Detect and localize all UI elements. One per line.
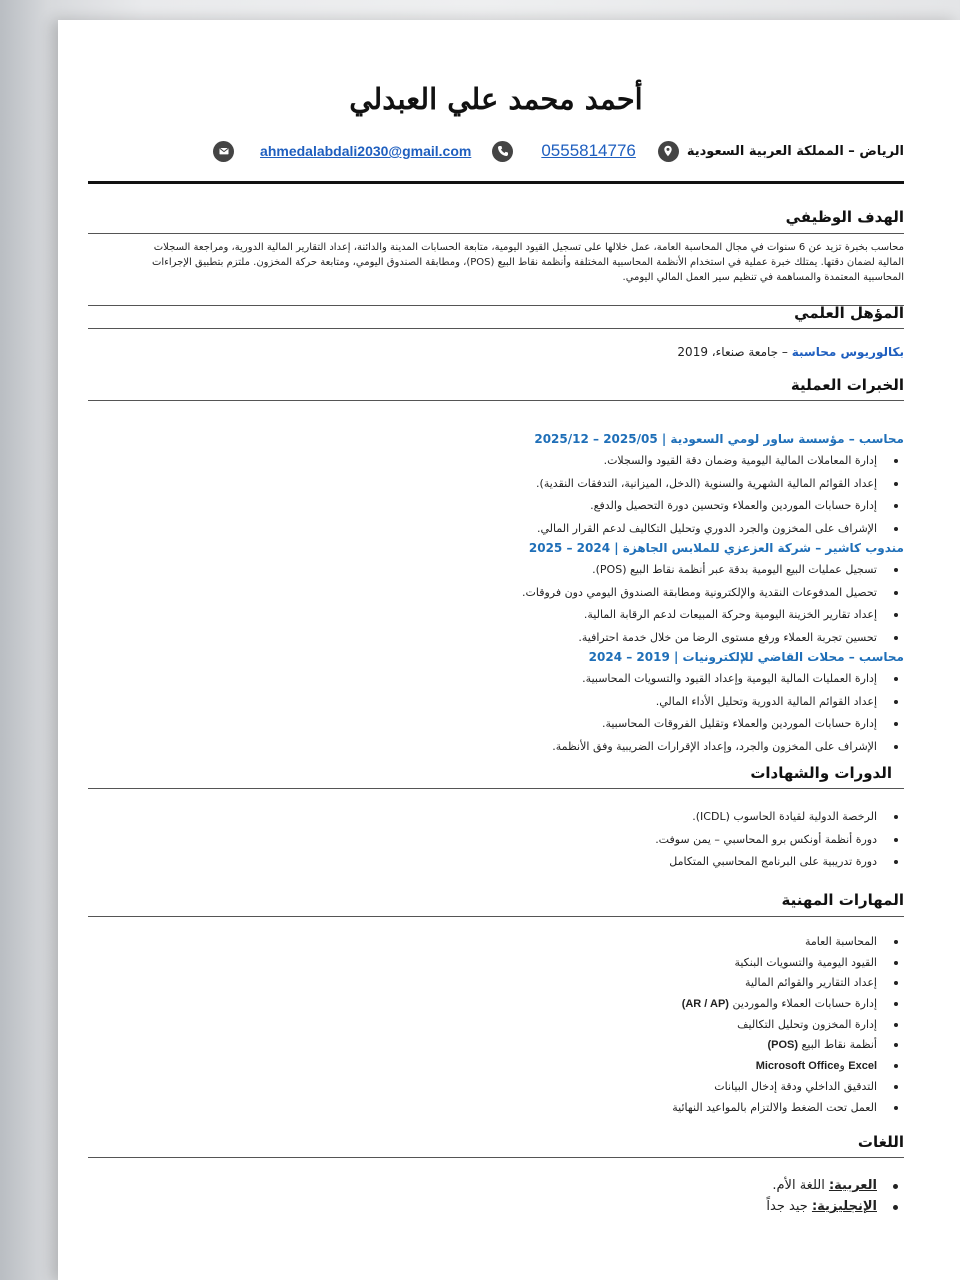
- experience-divider: [88, 400, 904, 401]
- resume-page: [58, 20, 960, 1280]
- list-item: [88, 1197, 904, 1218]
- skill-office: Microsoft Office: [755, 1060, 840, 1073]
- languages-heading: اللغات: [857, 1133, 904, 1151]
- job-title: محاسب – مؤسسة ساور لومي السعودية | 2025/05 – 2025/12: [534, 432, 904, 446]
- skill-text: إدارة حسابات العملاء والموردين: [732, 997, 877, 1011]
- envelope-icon: [213, 141, 234, 162]
- list-item: إعداد تقارير الخزينة اليومية وحركة المبيعات لدعم الرقابة المالية.: [88, 605, 904, 628]
- list-item: الإشراف على المخزون والجرد الدوري وتحليل التكاليف لدعم القرار المالي.: [88, 519, 904, 542]
- language-name: العربية:: [828, 1178, 877, 1193]
- list-item: التدقيق الداخلي ودقة إدخال البيانات: [88, 1077, 904, 1098]
- education-heading: المؤهل العلمي: [794, 304, 904, 322]
- objective-heading: الهدف الوظيفي: [785, 208, 904, 226]
- list-item: [88, 1056, 904, 1077]
- education-top-divider: [88, 305, 904, 306]
- phone-link[interactable]: 0555814776: [541, 141, 636, 160]
- list-item: تحصيل المدفوعات النقدية والإلكترونية ومطابقة الصندوق اليومي دون فروقات.: [88, 583, 904, 606]
- list-item: إعداد القوائم المالية الشهرية والسنوية (الدخل، الميزانية، التدفقات النقدية).: [88, 474, 904, 497]
- languages-list: [88, 1176, 904, 1218]
- list-item: [88, 1176, 904, 1197]
- job-bullets: [88, 451, 904, 541]
- list-item: [88, 1035, 904, 1056]
- education-divider: [88, 328, 904, 329]
- job-bullets: [88, 560, 904, 650]
- courses-divider: [88, 788, 904, 789]
- objective-line: محاسب بخبرة تزيد عن 6 سنوات في مجال المحاسبة العامة، عمل خلالها على تسجيل القيود اليومية، متابعة الحسابات المدينة والدائنة، إعداد التقارير المالية الدورية، ومراجعة السجلات: [153, 242, 904, 253]
- list-item: إعداد القوائم المالية الدورية وتحليل الأداء المالي.: [88, 692, 904, 715]
- experience-heading: الخبرات العملية: [790, 376, 904, 394]
- phone-icon: [492, 141, 513, 162]
- list-item: [88, 994, 904, 1015]
- list-item: إعداد التقارير والقوائم المالية: [88, 973, 904, 994]
- objective-text: [88, 240, 904, 285]
- degree-details: – جامعة صنعاء، 2019: [677, 345, 792, 359]
- objective-divider: [88, 233, 904, 234]
- list-item: الإشراف على المخزون والجرد، وإعداد الإقرارات الضريبية وفق الأنظمة.: [88, 737, 904, 760]
- skills-divider: [88, 916, 904, 917]
- list-item: الرخصة الدولية لقيادة الحاسوب (ICDL).: [88, 807, 904, 830]
- objective-line: المالية لضمان دقتها. يمتلك خبرة عملية في استخدام الأنظمة المحاسبية المختلفة وأنظمة نقاط البيع (POS)، ومطابقة الصندوق اليومي، ومتابعة حركة المخزون. ملتزم بتطبيق الإجراءات: [151, 257, 904, 268]
- language-level: جيد جداً: [766, 1199, 812, 1214]
- email-link[interactable]: ahmedalabdali2030@gmail.com: [260, 143, 472, 159]
- list-item: إدارة حسابات الموردين والعملاء وتقليل الفروقات المحاسبية.: [88, 714, 904, 737]
- list-item: العمل تحت الضغط والالتزام بالمواعيد النهائية: [88, 1098, 904, 1119]
- header-divider: [88, 181, 904, 184]
- address-text: الرياض – المملكة العربية السعودية: [686, 143, 904, 159]
- degree-line: [677, 345, 904, 359]
- job-title: محاسب – محلات القاضي للإلكترونيات | 2019 – 2024: [588, 650, 904, 664]
- skill-text: أنظمة نقاط البيع: [801, 1038, 877, 1052]
- list-item: تحسين تجربة العملاء ورفع مستوى الرضا من خلال خدمة احترافية.: [88, 628, 904, 651]
- list-item: إدارة المخزون وتحليل التكاليف: [88, 1015, 904, 1036]
- list-item: إدارة العمليات المالية اليومية وإعداد القيود والتسويات المحاسبية.: [88, 669, 904, 692]
- language-level: اللغة الأم.: [772, 1178, 829, 1193]
- contact-row: [88, 136, 904, 166]
- courses-heading: الدورات والشهادات: [750, 764, 892, 782]
- job-bullets: [88, 669, 904, 759]
- list-item: إدارة المعاملات المالية اليومية وضمان دقة القيود والسجلات.: [88, 451, 904, 474]
- list-item: المحاسبة العامة: [88, 932, 904, 953]
- skill-excel: Excel: [848, 1060, 877, 1073]
- skills-list: [88, 932, 904, 1118]
- list-item: تسجيل عمليات البيع اليومية بدقة عبر أنظمة نقاط البيع (POS).: [88, 560, 904, 583]
- languages-divider: [88, 1157, 904, 1158]
- courses-list: [88, 807, 904, 875]
- skill-and: و: [839, 1059, 845, 1073]
- skill-code: (AR / AP): [681, 998, 729, 1011]
- degree-title: بكالوريوس محاسبة: [791, 345, 904, 359]
- skill-code: (POS): [767, 1039, 799, 1052]
- list-item: القيود اليومية والتسويات البنكية: [88, 953, 904, 974]
- skills-heading: المهارات المهنية: [781, 891, 904, 909]
- location-pin-icon: [658, 141, 679, 162]
- candidate-name: أحمد محمد علي العبدلي: [349, 82, 643, 116]
- language-name: الإنجليزية:: [811, 1199, 877, 1214]
- list-item: إدارة حسابات الموردين والعملاء وتحسين دورة التحصيل والدفع.: [88, 496, 904, 519]
- list-item: دورة تدريبية على البرنامج المحاسبي المتكامل: [88, 852, 904, 875]
- job-title: مندوب كاشير – شركة العزعزي للملابس الجاهزة | 2024 – 2025: [528, 541, 904, 555]
- list-item: دورة أنظمة أونكس برو المحاسبي – يمن سوفت.: [88, 830, 904, 853]
- objective-line: المحاسبية المعتمدة والمساهمة في تنظيم سير العمل المالي اليومي.: [622, 272, 904, 283]
